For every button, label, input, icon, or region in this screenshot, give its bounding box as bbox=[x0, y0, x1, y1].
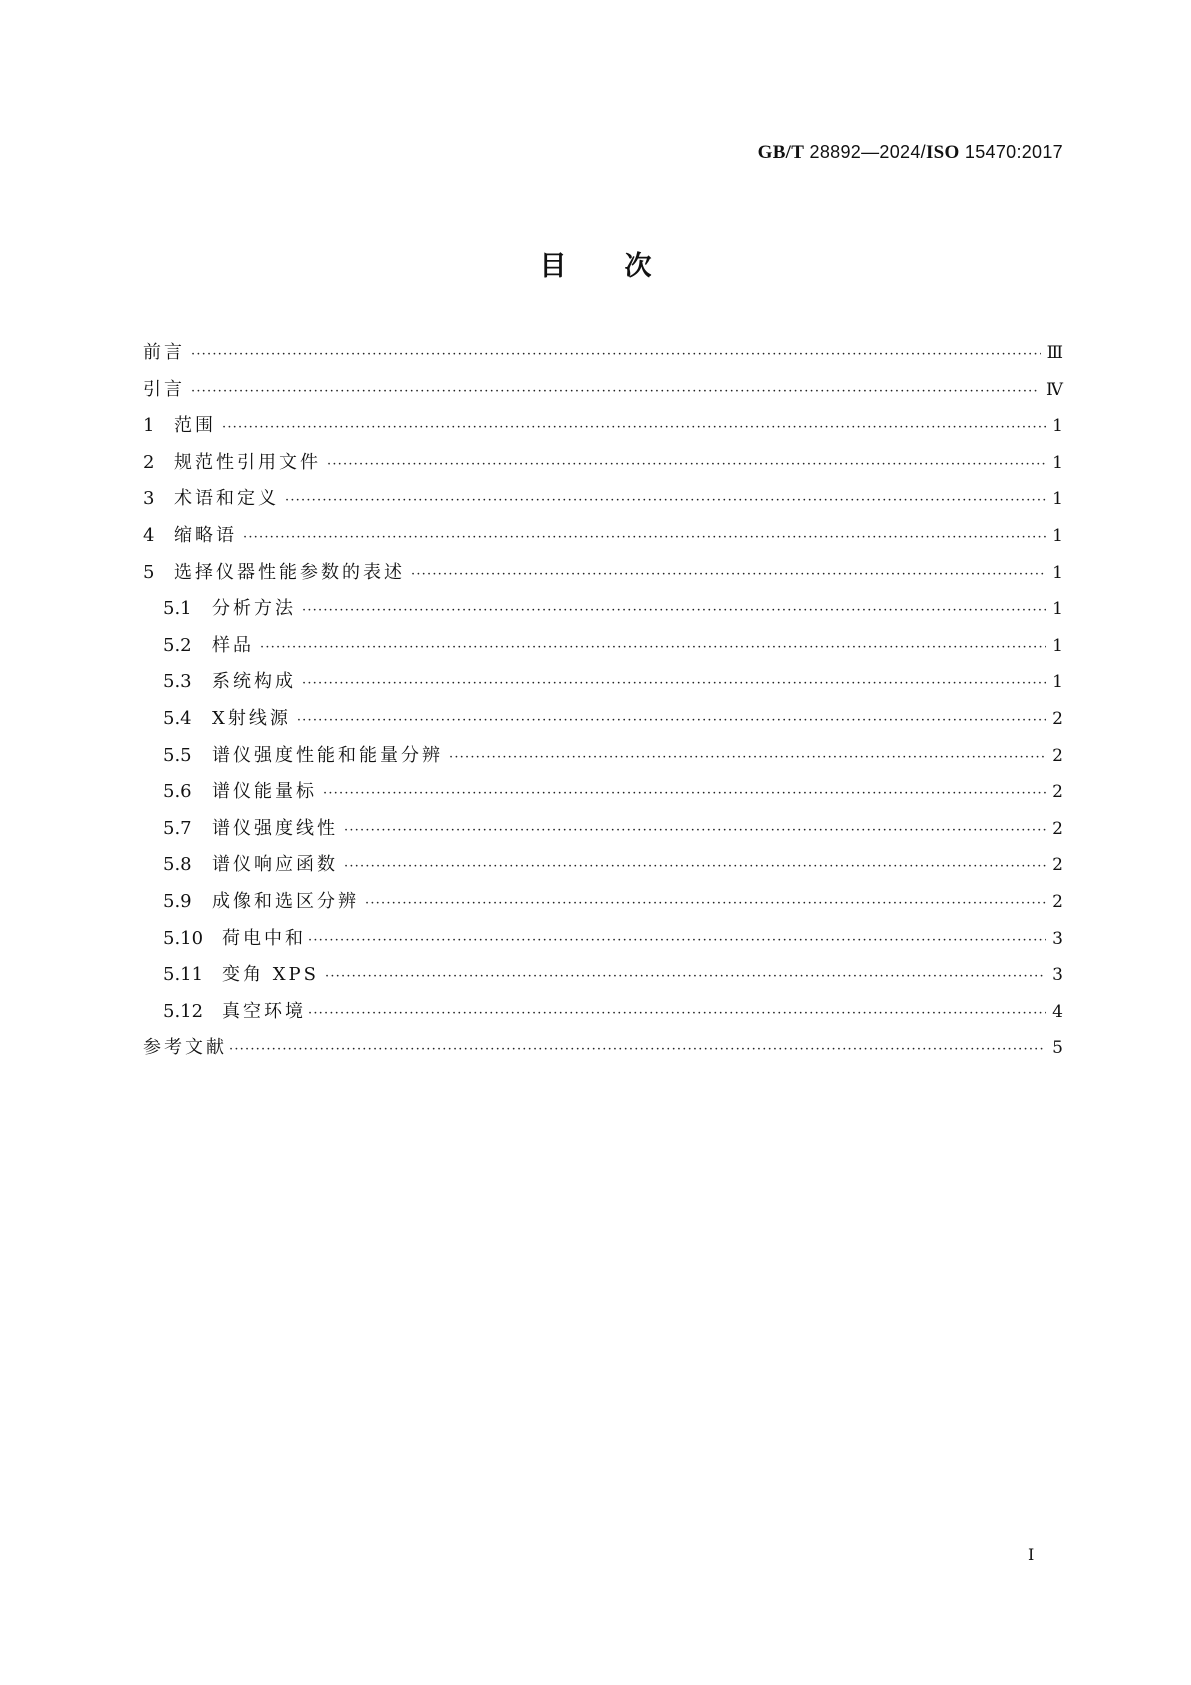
toc-entry-page: 3 bbox=[1052, 965, 1063, 986]
toc-entry[interactable] bbox=[143, 924, 1063, 961]
toc-entry-label: 前言 bbox=[143, 342, 185, 363]
toc-entry-number: 5.6 bbox=[163, 781, 192, 803]
toc-entry-label: 变角 XPS bbox=[222, 964, 319, 986]
dot-leader bbox=[229, 1042, 1046, 1057]
toc-entry-number: 3 bbox=[143, 488, 155, 510]
toc-entry-label: 选择仪器性能参数的表述 bbox=[174, 561, 405, 583]
toc-entry[interactable] bbox=[143, 558, 1063, 595]
toc-entry-page: 1 bbox=[1052, 562, 1063, 583]
toc-entry-page: 1 bbox=[1052, 672, 1063, 693]
toc-entry-page: 2 bbox=[1052, 855, 1063, 876]
page-number: I bbox=[1028, 1545, 1035, 1564]
dot-leader bbox=[302, 603, 1046, 618]
toc-entry-label: 参考文献 bbox=[143, 1037, 227, 1059]
toc-entry-page: 2 bbox=[1052, 782, 1063, 803]
dot-leader bbox=[191, 347, 1041, 362]
toc-entry-page: 2 bbox=[1052, 818, 1063, 839]
dot-leader bbox=[327, 457, 1046, 472]
dot-leader bbox=[260, 640, 1046, 655]
dot-leader bbox=[222, 420, 1046, 435]
toc-entry-number: 5.4 bbox=[163, 707, 192, 729]
toc-entry-number: 2 bbox=[143, 451, 155, 473]
toc-entry-label: 分析方法 bbox=[212, 598, 296, 620]
toc-entry-number: 5.5 bbox=[163, 744, 192, 766]
toc-entry[interactable] bbox=[143, 448, 1063, 485]
toc-entry[interactable] bbox=[143, 631, 1063, 668]
toc-entry-label: 系统构成 bbox=[212, 671, 296, 693]
toc-entry-label: 谱仪强度性能和能量分辨 bbox=[212, 744, 443, 766]
toc-entry-page: 1 bbox=[1052, 489, 1063, 510]
toc-entry-page: 1 bbox=[1052, 525, 1063, 546]
toc-entry-page: 1 bbox=[1052, 599, 1063, 620]
toc-entry-label: 样品 bbox=[212, 634, 254, 656]
toc-entry[interactable] bbox=[143, 667, 1063, 704]
toc-entry-number: 5.3 bbox=[163, 671, 192, 693]
toc-entry-label: 谱仪强度线性 bbox=[212, 817, 338, 839]
dot-leader bbox=[191, 384, 1040, 399]
toc-entry[interactable] bbox=[143, 814, 1063, 851]
toc-entry[interactable] bbox=[143, 887, 1063, 924]
toc-entry-page: 2 bbox=[1052, 745, 1063, 766]
toc-entry-page: 1 bbox=[1052, 635, 1063, 656]
toc-entry-label: 谱仪能量标 bbox=[212, 781, 317, 803]
toc-entry-label: 荷电中和 bbox=[222, 927, 306, 949]
dot-leader bbox=[302, 676, 1046, 691]
toc-entry-page: Ⅲ bbox=[1046, 343, 1063, 363]
toc-entry-number: 5.8 bbox=[163, 854, 192, 876]
std-number: 28892—2024/ bbox=[809, 142, 926, 162]
toc-entry-page: 4 bbox=[1052, 1001, 1063, 1022]
toc-entry-label: X射线源 bbox=[212, 707, 291, 729]
dot-leader bbox=[411, 567, 1046, 582]
toc-entry-number: 5.9 bbox=[163, 890, 192, 912]
toc-entry-label: 真空环境 bbox=[222, 1000, 306, 1022]
toc-entry-label: 术语和定义 bbox=[174, 488, 279, 510]
toc-entry-label: 规范性引用文件 bbox=[174, 451, 321, 473]
toc-entry-page: 1 bbox=[1052, 452, 1063, 473]
toc-entry-label: 引言 bbox=[143, 378, 185, 400]
table-of-contents bbox=[143, 338, 1063, 1070]
dot-leader bbox=[325, 969, 1046, 984]
dot-leader bbox=[285, 493, 1046, 508]
dot-leader bbox=[365, 896, 1046, 911]
toc-entry[interactable] bbox=[143, 777, 1063, 814]
toc-entry-number: 5.7 bbox=[163, 817, 192, 839]
toc-entry[interactable] bbox=[143, 411, 1063, 448]
toc-entry[interactable] bbox=[143, 741, 1063, 778]
toc-entry[interactable] bbox=[143, 1033, 1063, 1070]
std-prefix: GB/T bbox=[757, 142, 805, 163]
iso-number: 15470:2017 bbox=[964, 142, 1063, 162]
toc-entry[interactable] bbox=[143, 960, 1063, 997]
toc-entry-label: 成像和选区分辨 bbox=[212, 890, 359, 912]
toc-entry[interactable] bbox=[143, 704, 1063, 741]
page-title: 目次 bbox=[539, 251, 710, 282]
toc-entry-label: 缩略语 bbox=[174, 524, 237, 546]
toc-entry-label: 谱仪响应函数 bbox=[212, 854, 338, 876]
toc-entry[interactable] bbox=[143, 594, 1063, 631]
toc-entry-number: 4 bbox=[143, 524, 155, 546]
dot-leader bbox=[344, 859, 1046, 874]
toc-entry-number: 5.12 bbox=[163, 1000, 204, 1022]
iso-prefix: ISO bbox=[925, 142, 960, 163]
toc-entry-page: 1 bbox=[1052, 416, 1063, 437]
toc-entry[interactable] bbox=[143, 484, 1063, 521]
toc-entry-number: 5.10 bbox=[163, 927, 204, 949]
toc-entry-page: 5 bbox=[1052, 1038, 1063, 1059]
dot-leader bbox=[308, 1006, 1046, 1021]
toc-entry[interactable] bbox=[143, 521, 1063, 558]
dot-leader bbox=[449, 750, 1046, 765]
toc-entry-page: 2 bbox=[1052, 891, 1063, 912]
toc-entry-number: 5.2 bbox=[163, 634, 192, 656]
dot-leader bbox=[344, 823, 1046, 838]
toc-entry-number: 1 bbox=[143, 415, 155, 437]
dot-leader bbox=[297, 713, 1046, 728]
toc-entry-page: 2 bbox=[1052, 708, 1063, 729]
toc-entry[interactable] bbox=[143, 338, 1063, 375]
dot-leader bbox=[243, 530, 1046, 545]
toc-entry[interactable] bbox=[143, 997, 1063, 1034]
dot-leader bbox=[323, 786, 1046, 801]
toc-entry-page: Ⅳ bbox=[1046, 379, 1063, 400]
toc-entry-page: 3 bbox=[1052, 928, 1063, 949]
toc-entry[interactable] bbox=[143, 850, 1063, 887]
toc-entry-number: 5 bbox=[143, 561, 155, 583]
toc-entry[interactable] bbox=[143, 375, 1063, 412]
toc-entry-number: 5.11 bbox=[163, 964, 204, 986]
toc-entry-label: 范围 bbox=[174, 415, 216, 437]
toc-entry-number: 5.1 bbox=[163, 598, 192, 620]
standard-number-header bbox=[758, 142, 1063, 164]
dot-leader bbox=[308, 933, 1046, 948]
